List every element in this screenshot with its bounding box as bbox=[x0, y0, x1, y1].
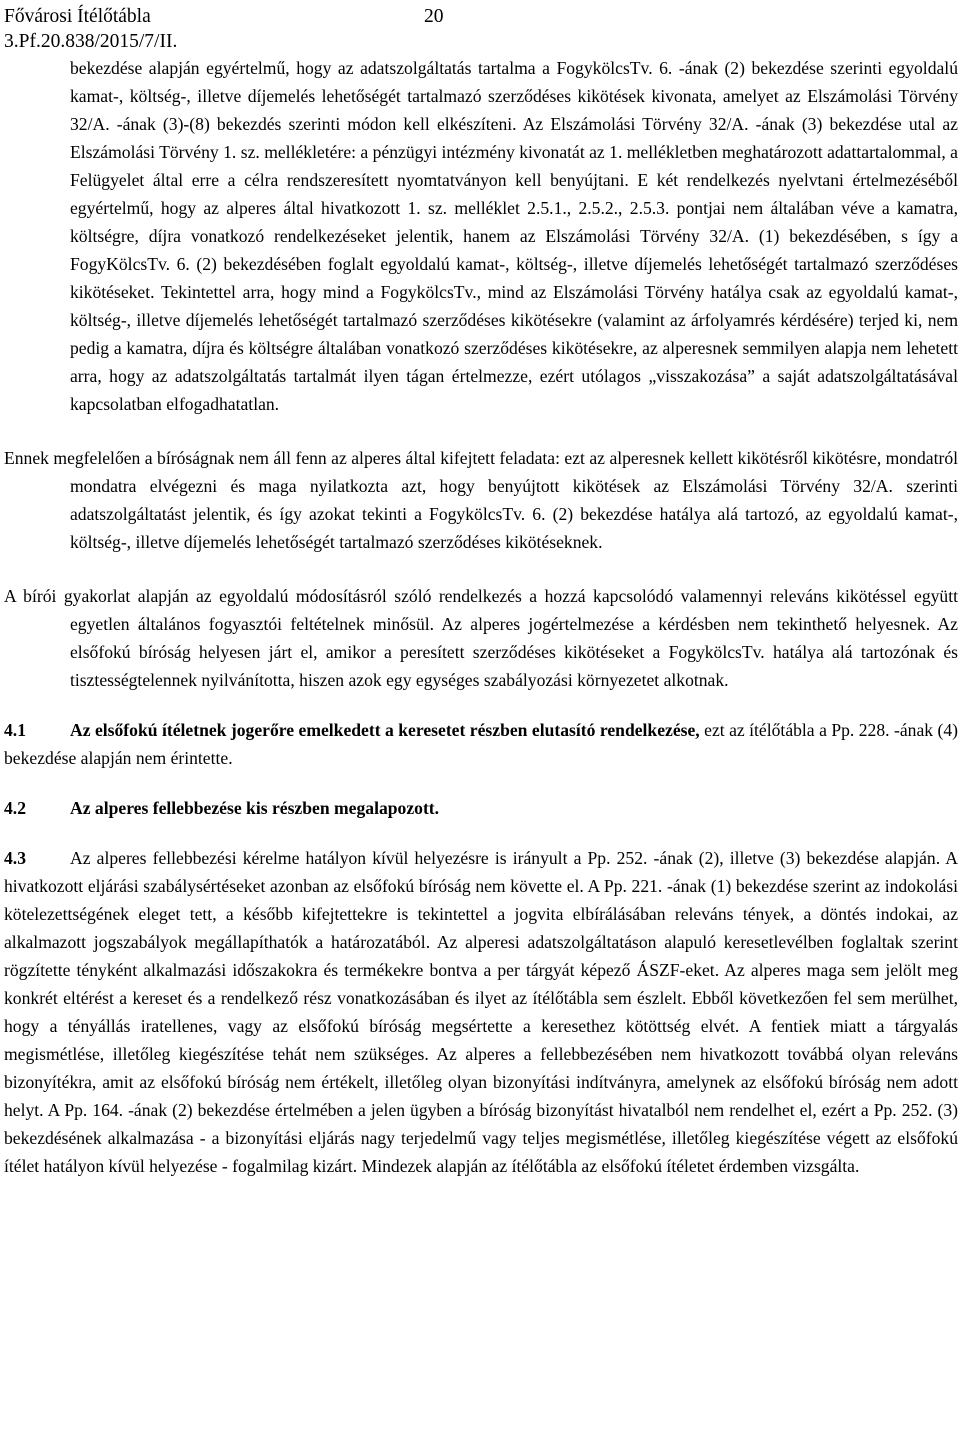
court-name: Fővárosi Ítélőtábla bbox=[4, 6, 151, 27]
section-text: ezt az ítélőtábla a Pp. 228. -ának (4) bekezdése alapján nem érintette. bbox=[4, 720, 959, 768]
section-text: Az alperes fellebbezési kérelme hatályon kívül helyezésre is irányult a Pp. 252. -ának (2), illetve (3) bekezdése alapján. A hivatkozott eljárási szabálysértéseket azonban az elsőfokú bíróság nem követte el. A Pp. 221. -ának (1) bekezdése szerint az indokolási kötelezettségének eleget tett, a később kifejtettekre is tekintettel a jogvita elbírálásában releváns tények, a döntés indokai, az alkalmazott jogszabályok megállapíthatók a határozatából. Az alperesi adatszolgáltatáson alapuló keresetlevélben foglaltak szerint rögzítette tényként alkalmazási időszakokra és termékekre bontva a per tárgyát képező ÁSZF-eket. Az alperes maga sem jelölt meg konkrét eltérést a kereset és a rendelkező rész vonatkozásában és ilyet az ítélőtábla sem észlelt. Ebből következően fel sem merülhet, hogy a tényállás iratellenes, vagy az elsőfokú bíróság megsértette a keresethez kötöttség elvét. A fentiek miatt a tárgyalás megismétlése, illetőleg kiegészítése tehát nem szükséges. Az alperes a fellebbezésében nem hivatkozott továbbá olyan releváns bizonyítékra, amit az elsőfokú bíróság nem értékelt, illetőleg olyan bizonyítási indítványra, amelynek az elsőfokú bíróság nem adott helyt. A Pp. 164. -ának (2) bekezdése értelmében a jelen ügyben a bíróság bizonyítást hivatalból nem rendelhet el, ezért a Pp. 252. (3) bekezdésének alkalmazása - a bizonyítási eljárás nagy terjedelmű vagy teljes megismétlése, illetőleg kiegészítése végett az elsőfokú ítélet hatályon kívül helyezése - fogalmilag kizárt. Mindezek alapján az ítélőtábla az elsőfokú ítéletet érdemben vizsgálta. bbox=[4, 848, 958, 1176]
section-number: 4.2 bbox=[4, 798, 26, 818]
paragraph-court-task: Ennek megfelelően a bíróságnak nem áll fenn az alperes által kifejtett feladata: ezt az alperesnek kellett kikötésről kikötésre, mondatról mondatra elvégezni és maga nyilatkozta azt, hogy benyújtott kikötések az Elszámolási Törvény 32/A. szerinti adatszolgáltatást jelentik, és így azokat tekinti a FogykölcsTv. 6. (2) bekezdése hatálya alá tartozó, az egyoldalú kamat-, költség-, illetve díjemelés lehetőségét tartalmazó szerződéses kikötéseknek. bbox=[4, 448, 958, 552]
section-number: 4.3 bbox=[4, 848, 26, 868]
page-number: 20 bbox=[424, 6, 444, 27]
paragraph-data-service: bekezdése alapján egyértelmű, hogy az adatszolgáltatás tartalma a FogykölcsTv. 6. -ának (2) bekezdése szerinti egyoldalú kamat-, költség-, illetve díjemelés lehetőségét tartalmazó szerződéses kikötések kivonata, amelyet az Elszámolási Törvény 32/A. -ának (3)-(8) bekezdés szerinti módon kell elkészíteni. Az Elszámolási Törvény 32/A. -ának (3) bekezdése utal az Elszámolási Törvény 1. sz. mellékletére: a pénzügyi intézmény kivonatát az 1. mellékletben meghatározott adattartalommal, a Felügyelet által erre a célra rendszeresített nyomtatványon kell benyújtani. E két rendelkezés nyelvtani értelmezéséből egyértelmű, hogy az alperes által hivatkozott 1. sz. melléklet 2.5.1., 2.5.2., 2.5.3. pontjai nem általában véve a kamatra, költségre, díjra vonatkozó rendelkezéseket jelentik, hanem az Elszámolási Törvény 32/A. (1) bekezdésében, s így a FogyKölcsTv. 6. (2) bekezdésében foglalt egyoldalú kamat-, költség-, illetve díjemelés lehetőségét tartalmazó szerződéses kikötéseket. Tekintettel arra, hogy mind a FogykölcsTv., mind az Elszámolási Törvény hatálya csak az egyoldalú kamat-, költség-, illetve díjemelés lehetőségét tartalmazó szerződéses kikötésekre (valamint az árfolyamrés kérdésére) terjed ki, nem pedig a kamatra, díjra és költségre általában vonatkozó szerződéses kikötésekre, az alperesnek semmilyen alapja nem lehetett arra, hogy az adatszolgáltatás tartalmát ilyen tágan értelmezze, ezért utólagos „visszakozása” a saját adatszolgáltatásával kapcsolatban elfogadhatatlan. bbox=[70, 58, 958, 414]
section-heading: Az alperes fellebbezése kis részben megalapozott. bbox=[70, 798, 440, 818]
case-number: 3.Pf.20.838/2015/7/II. bbox=[4, 31, 178, 52]
paragraph-judicial-practice: A bírói gyakorlat alapján az egyoldalú módosításról szóló rendelkezés a hozzá kapcsolódó valamennyi releváns kikötéssel együtt egyetlen általános fogyasztói feltételnek minősül. Az alperes jogértelmezése a kérdésben nem tekinthető helyesnek. Az elsőfokú bíróság helyesen járt el, amikor a peresített szerződéses kikötéseket a FogykölcsTv. hatálya alá tartozónak és tisztességtelennek nyilvánította, hiszen azok egy egységes szabályozási környezetet alkotnak. bbox=[4, 586, 958, 690]
section-number: 4.1 bbox=[4, 720, 26, 740]
document-body bbox=[4, 54, 958, 1180]
section-heading: Az elsőfokú ítéletnek jogerőre emelkedett a keresetet részben elutasító rendelkezése, bbox=[70, 720, 700, 740]
section-4-3 bbox=[4, 844, 958, 1180]
page-header bbox=[4, 4, 444, 54]
section-4-1 bbox=[4, 716, 958, 772]
section-4-2 bbox=[4, 794, 958, 822]
